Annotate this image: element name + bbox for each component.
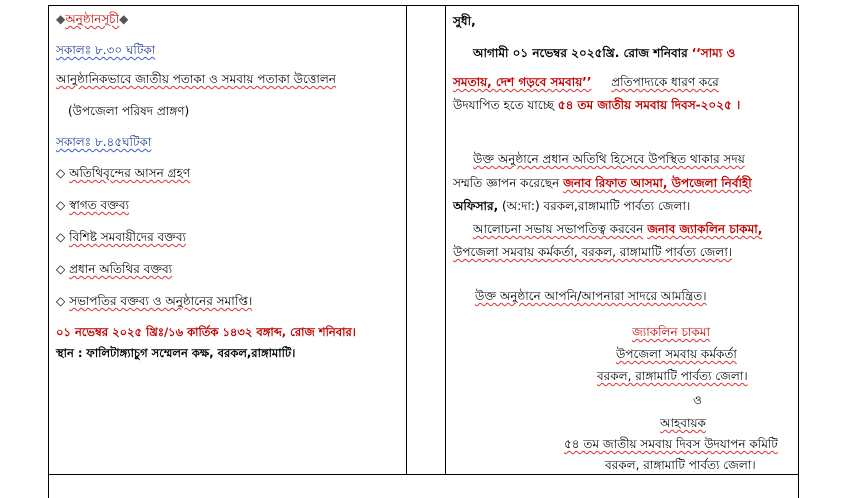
committee-place: বরকল, রাঙ্গামাটি পার্বত্য জেলা। xyxy=(605,458,756,472)
signatory-title: উপজেলা সমবায় কর্মকর্তা xyxy=(616,347,737,361)
table-inner-left xyxy=(406,5,407,475)
chair-line-2: উপজেলা সমবায় কর্মকর্তা, বরকল, রাঙ্গামাটি পার্বত্য জেলা। xyxy=(453,245,733,259)
session1-time: সকালঃ ৮.৩০ ঘটিকা xyxy=(56,43,156,57)
bullet-icon: ◇ xyxy=(56,294,66,308)
schedule-item: ◇ প্রধান অতিথির বক্তব্য xyxy=(56,262,173,276)
schedule-title-text: অনুষ্ঠানসূচী xyxy=(65,12,120,26)
chairperson-name: জনাব জ্যাকলিন চাকমা, xyxy=(647,222,763,236)
table-bottom-border xyxy=(48,474,798,475)
convener-title: আহবায়ক xyxy=(660,416,706,430)
bullet-icon: ◇ xyxy=(56,198,66,212)
chair-line-1: আলোচনা সভায় সভাপতিত্ব করবেন জনাব জ্যাকলিন চাকমা, xyxy=(473,222,763,236)
table-right-border xyxy=(798,5,799,498)
event-date: ০১ নভেম্বর ২০২৫ খ্রিঃ/১৬ কার্তিক ১৪৩২ বঙ্গাব্দ, রোজ শনিবার। xyxy=(56,325,356,339)
diamond-icon: ◆ xyxy=(119,12,129,26)
bullet-icon: ◇ xyxy=(56,166,66,180)
conjunction: ও xyxy=(693,393,702,407)
flag-hoisting: আনুষ্ঠানিকভাবে জাতীয় পতাকা ও সমবায় পতাকা উত্তোলন xyxy=(56,72,336,86)
invitation-letter xyxy=(447,6,796,472)
chief-line-1: উক্ত অনুষ্ঠানে প্রধান অতিথি হিসেবে উপস্থিত থাকার সদয় xyxy=(473,152,745,166)
signatory-name: জ্যাকলিন চাকমা xyxy=(632,325,710,339)
diamond-icon: ◆ xyxy=(56,12,66,26)
schedule-item: ◇ অতিথিবৃন্দের আসন গ্রহণ xyxy=(56,166,191,180)
table-left-border xyxy=(48,5,49,498)
schedule-item: ◇ বিশিষ্ট সমবায়ীদের বক্তব্য xyxy=(56,230,187,244)
table-inner-right xyxy=(445,5,446,475)
program-schedule xyxy=(50,6,404,472)
bullet-icon: ◇ xyxy=(56,230,66,244)
greeting: সুধী, xyxy=(453,14,476,28)
schedule-title xyxy=(56,12,128,27)
chief-guest-name: জনাব রিফাত আসমা, উপজেলা নির্বাহী xyxy=(563,176,752,190)
flag-location: (উপজেলা পরিষদ প্রাঙ্গণ) xyxy=(68,104,190,118)
intro-line-2: সমতায়, দেশ গড়বে সমবায়’’ প্রতিপাদ্যকে ধারণ করে xyxy=(453,75,719,89)
signatory-place: বরকল, রাঙ্গামাটি পার্বত্য জেলা। xyxy=(597,369,748,383)
invitation-line: উক্ত অনুষ্ঠানে আপনি/আপনারা সাদরে আমন্ত্রিত। xyxy=(475,289,707,303)
event-name: ৫৪ তম জাতীয় সমবায় দিবস-২০২৫ । xyxy=(557,98,741,112)
schedule-item: ◇ স্বাগত বক্তব্য xyxy=(56,198,130,212)
schedule-item: ◇ সভাপতির বক্তব্য ও অনুষ্ঠানের সমাপ্তি। xyxy=(56,294,253,308)
intro-line-3: উদযাপিত হতে যাচ্ছে ৫৪ তম জাতীয় সমবায় দিবস-২০২৫ । xyxy=(453,98,741,112)
bullet-icon: ◇ xyxy=(56,262,66,276)
session2-time: সকালঃ ৮.৪৫ঘটিকা xyxy=(56,135,152,149)
intro-line-1: আগামী ০১ নভেম্বর ২০২৫খ্রি. রোজ শনিবার ‘‘সাম্য ও xyxy=(473,46,736,60)
committee-name: ৫৪ তম জাতীয় সমবায় দিবস উদযাপন কমিটি xyxy=(564,437,778,451)
chief-line-3: অফিসার, (অ:দা:) বরকল,রাঙ্গামাটি পার্বত্য জেলা। xyxy=(453,199,691,213)
event-venue: স্থান : ফালিটাঙ্গ্যাচুগ সম্মেলন কক্ষ, বরকল,রাঙ্গামাটি। xyxy=(56,346,296,360)
chief-line-2: সম্মতি জ্ঞাপন করেছেন জনাব রিফাত আসমা, উপজেলা নির্বাহী xyxy=(453,176,752,190)
